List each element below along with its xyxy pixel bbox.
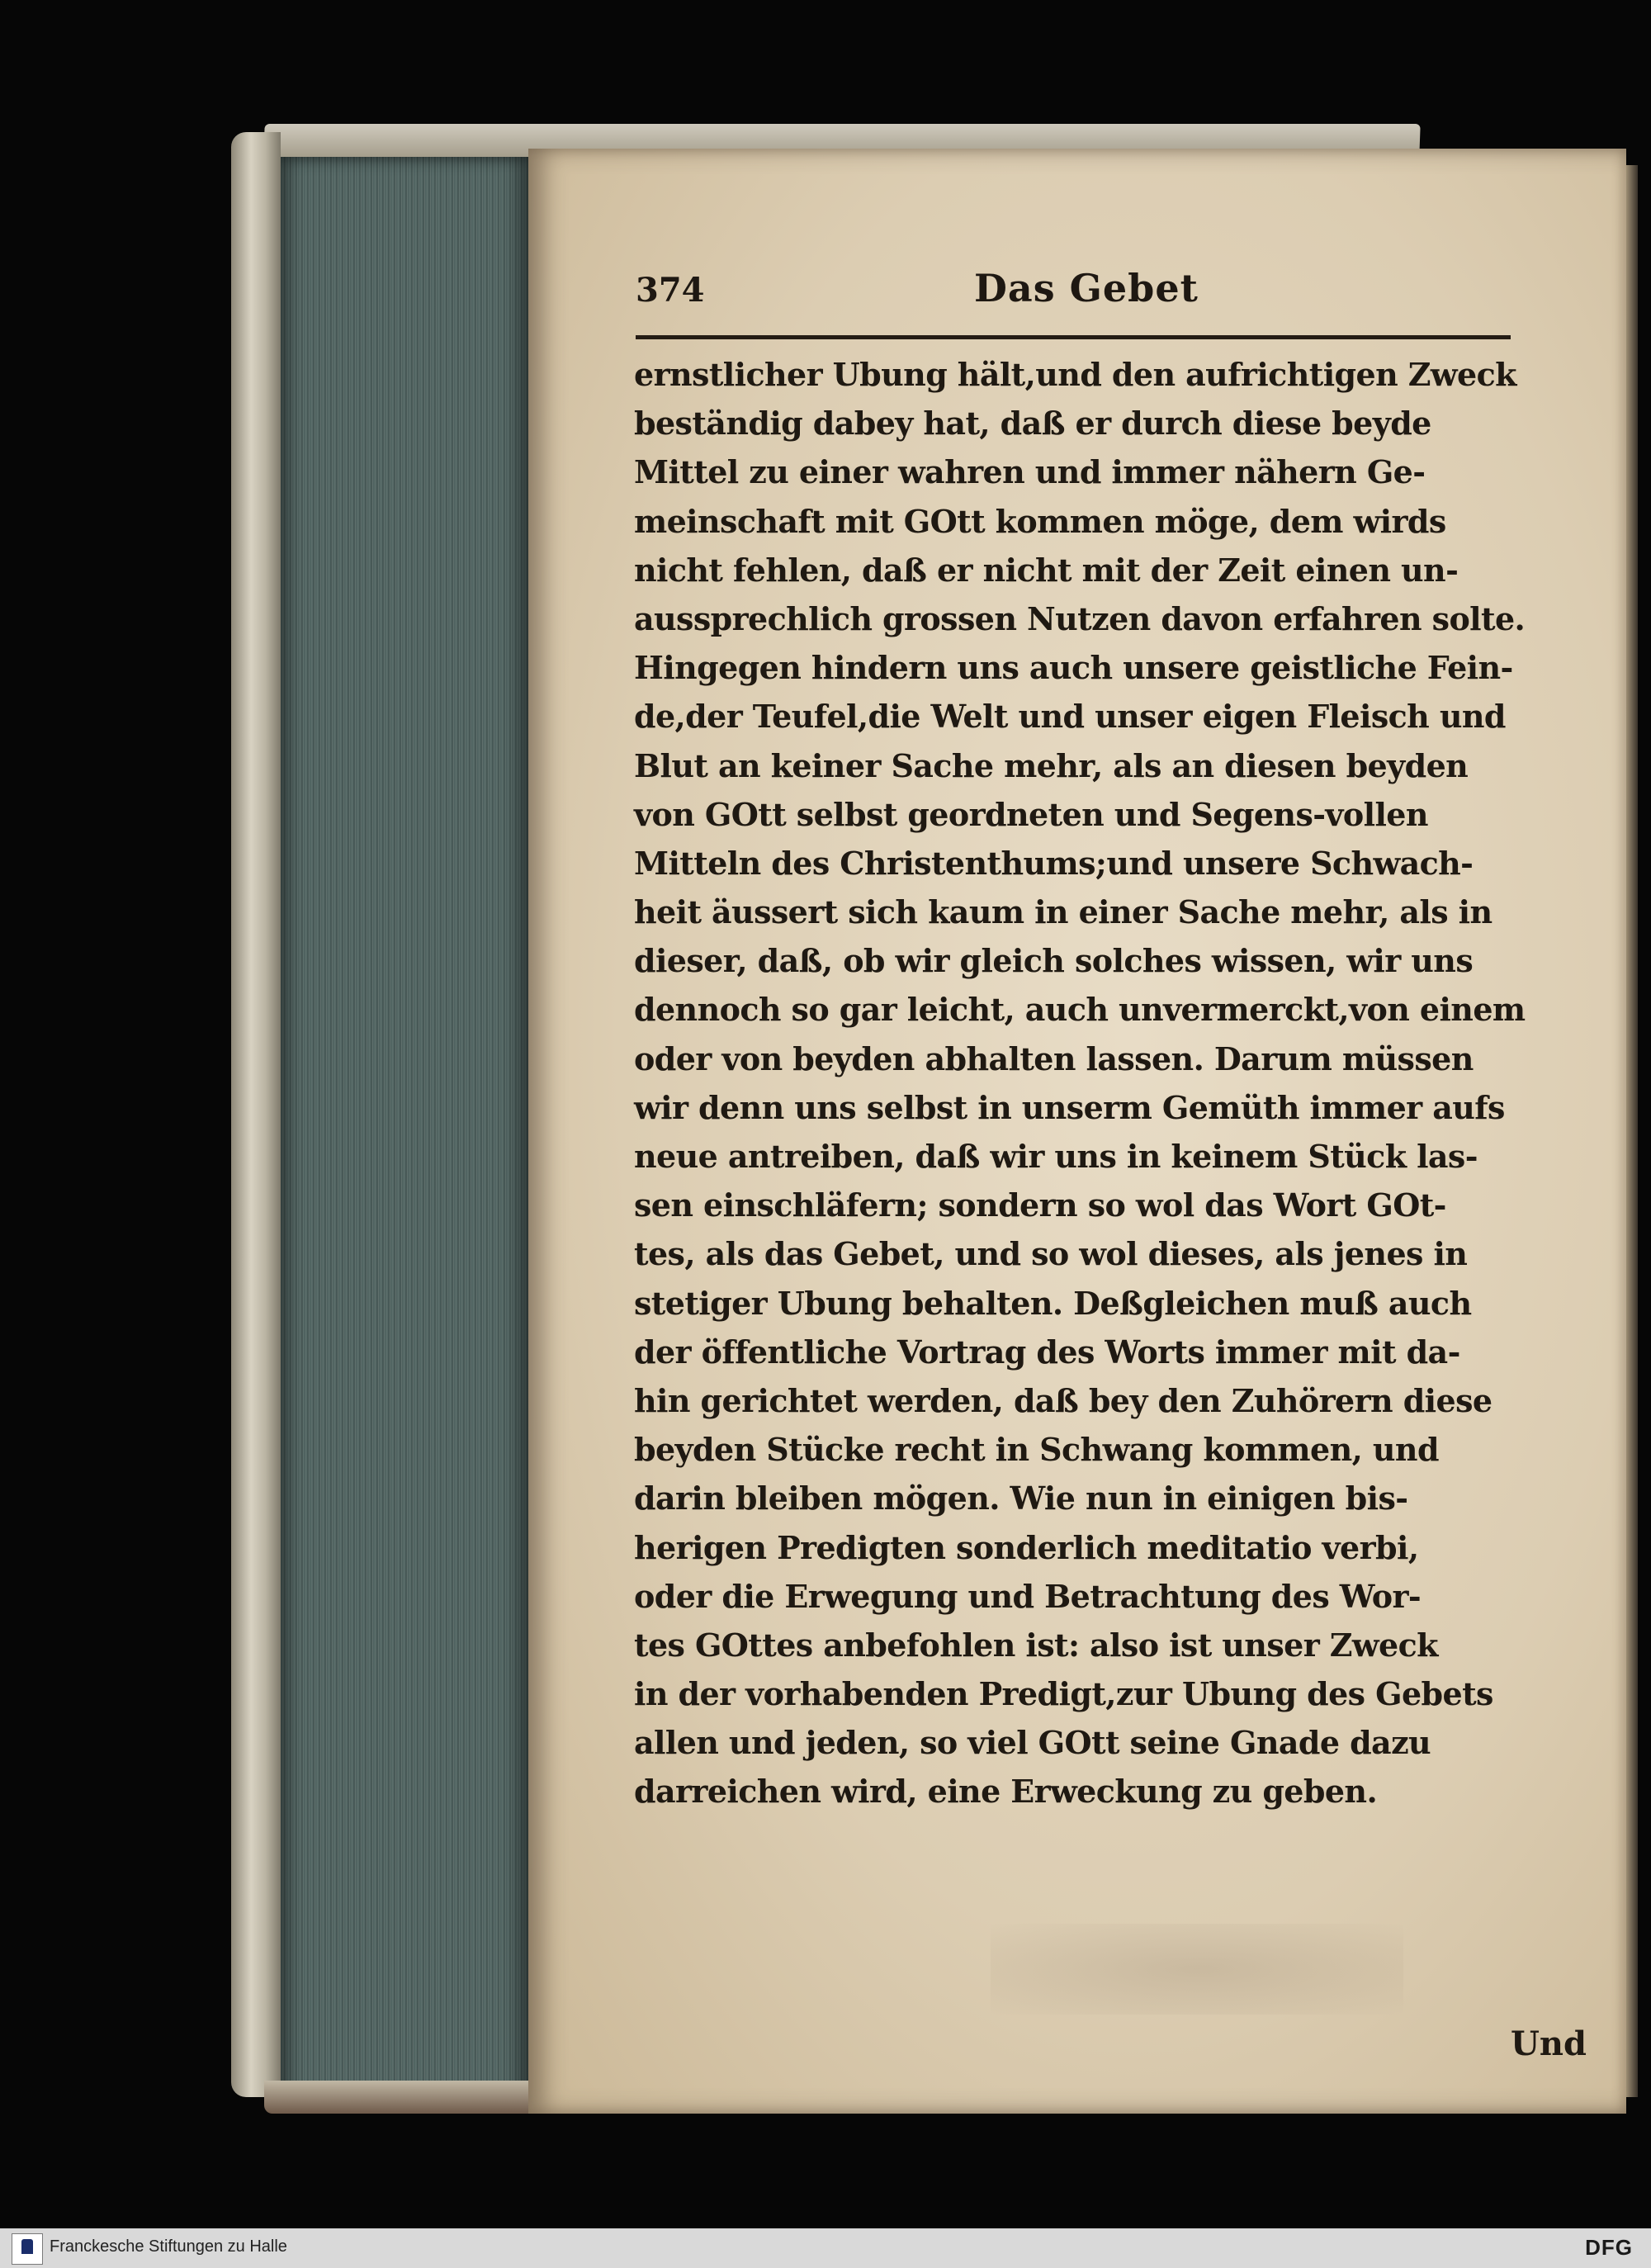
page-edges <box>281 157 528 2105</box>
text-line: allen und jeden, so viel GOtt seine Gnade dazu <box>634 1724 1431 1762</box>
text-line: de,der Teufel,die Welt und unser eigen Fleisch und <box>634 698 1506 736</box>
text-line: sen einschläfern; sondern so wol das Wort GOt- <box>634 1186 1446 1224</box>
text-line: neue antreiben, daß wir uns in keinem Stück las- <box>634 1138 1478 1175</box>
footer-bar <box>0 2228 1651 2268</box>
show-through-stain <box>991 1924 1403 2015</box>
page-edges-bottom <box>264 2081 561 2114</box>
running-title: Das Gebet <box>974 266 1199 310</box>
text-line: von GOtt selbst geordneten und Segens-vollen <box>634 795 1428 833</box>
text-line: dieser, daß, ob wir gleich solches wissen, wir uns <box>634 942 1474 980</box>
page-number: 374 <box>636 271 705 310</box>
text-line: beyden Stücke recht in Schwang kommen, und <box>634 1431 1439 1469</box>
body-text <box>634 350 1526 1816</box>
text-line: aussprechlich grossen Nutzen davon erfahren solte. <box>634 599 1526 637</box>
running-head <box>636 266 1511 320</box>
text-line: heit äussert sich kaum in einer Sache mehr, als in <box>634 893 1493 931</box>
text-line: oder die Erwegung und Betrachtung des Wor- <box>634 1577 1422 1615</box>
text-line: darin bleiben mögen. Wie nun in einigen bis- <box>634 1480 1408 1518</box>
text-line: stetiger Ubung behalten. Deßgleichen muß auch <box>634 1284 1472 1322</box>
text-line: darreichen wird, eine Erweckung zu geben. <box>634 1773 1378 1811</box>
text-line: meinschaft mit GOtt kommen möge, dem wirds <box>634 502 1446 540</box>
text-line: Mitteln des Christenthums;und unsere Schwach- <box>634 844 1474 882</box>
text-line: in der vorhabenden Predigt,zur Ubung des Gebets <box>634 1675 1493 1713</box>
text-line: Hingegen hindern uns auch unsere geistliche Fein- <box>634 649 1513 687</box>
book-page <box>528 149 1626 2114</box>
footer-institution[interactable]: Franckesche Stiftungen zu Halle <box>50 2237 287 2256</box>
book-spine <box>231 132 281 2097</box>
catchword: Und <box>1511 2024 1587 2063</box>
text-line: herigen Predigten sonderlich meditatio verbi, <box>634 1528 1419 1566</box>
text-line: ernstlicher Ubung hält,und den aufrichtigen Zweck <box>634 356 1516 393</box>
text-line: tes, als das Gebet, und so wol dieses, als jenes in <box>634 1235 1468 1273</box>
book <box>231 116 1634 2114</box>
text-line: dennoch so gar leicht, auch unvermerckt,von einem <box>634 991 1526 1029</box>
text-line: der öffentliche Vortrag des Worts immer mit da- <box>634 1333 1460 1371</box>
text-line: beständig dabey hat, daß er durch diese beyde <box>634 405 1431 443</box>
text-line: oder von beyden abhalten lassen. Darum müssen <box>634 1039 1474 1077</box>
text-line: Mittel zu einer wahren und immer nähern Ge- <box>634 453 1426 491</box>
text-line: Blut an keiner Sache mehr, als an diesen beyden <box>634 746 1469 784</box>
text-line: nicht fehlen, daß er nicht mit der Zeit einen un- <box>634 551 1459 589</box>
text-line: wir denn uns selbst in unserm Gemüth immer aufs <box>634 1088 1505 1126</box>
text-line: hin gerichtet werden, daß bey den Zuhörern diese <box>634 1381 1493 1419</box>
text-line: tes GOttes anbefohlen ist: also ist unser Zweck <box>634 1626 1438 1664</box>
dfg-logo[interactable]: DFG <box>1585 2235 1633 2260</box>
header-rule <box>636 335 1511 339</box>
franckesche-stiftungen-logo-icon[interactable] <box>12 2233 43 2265</box>
